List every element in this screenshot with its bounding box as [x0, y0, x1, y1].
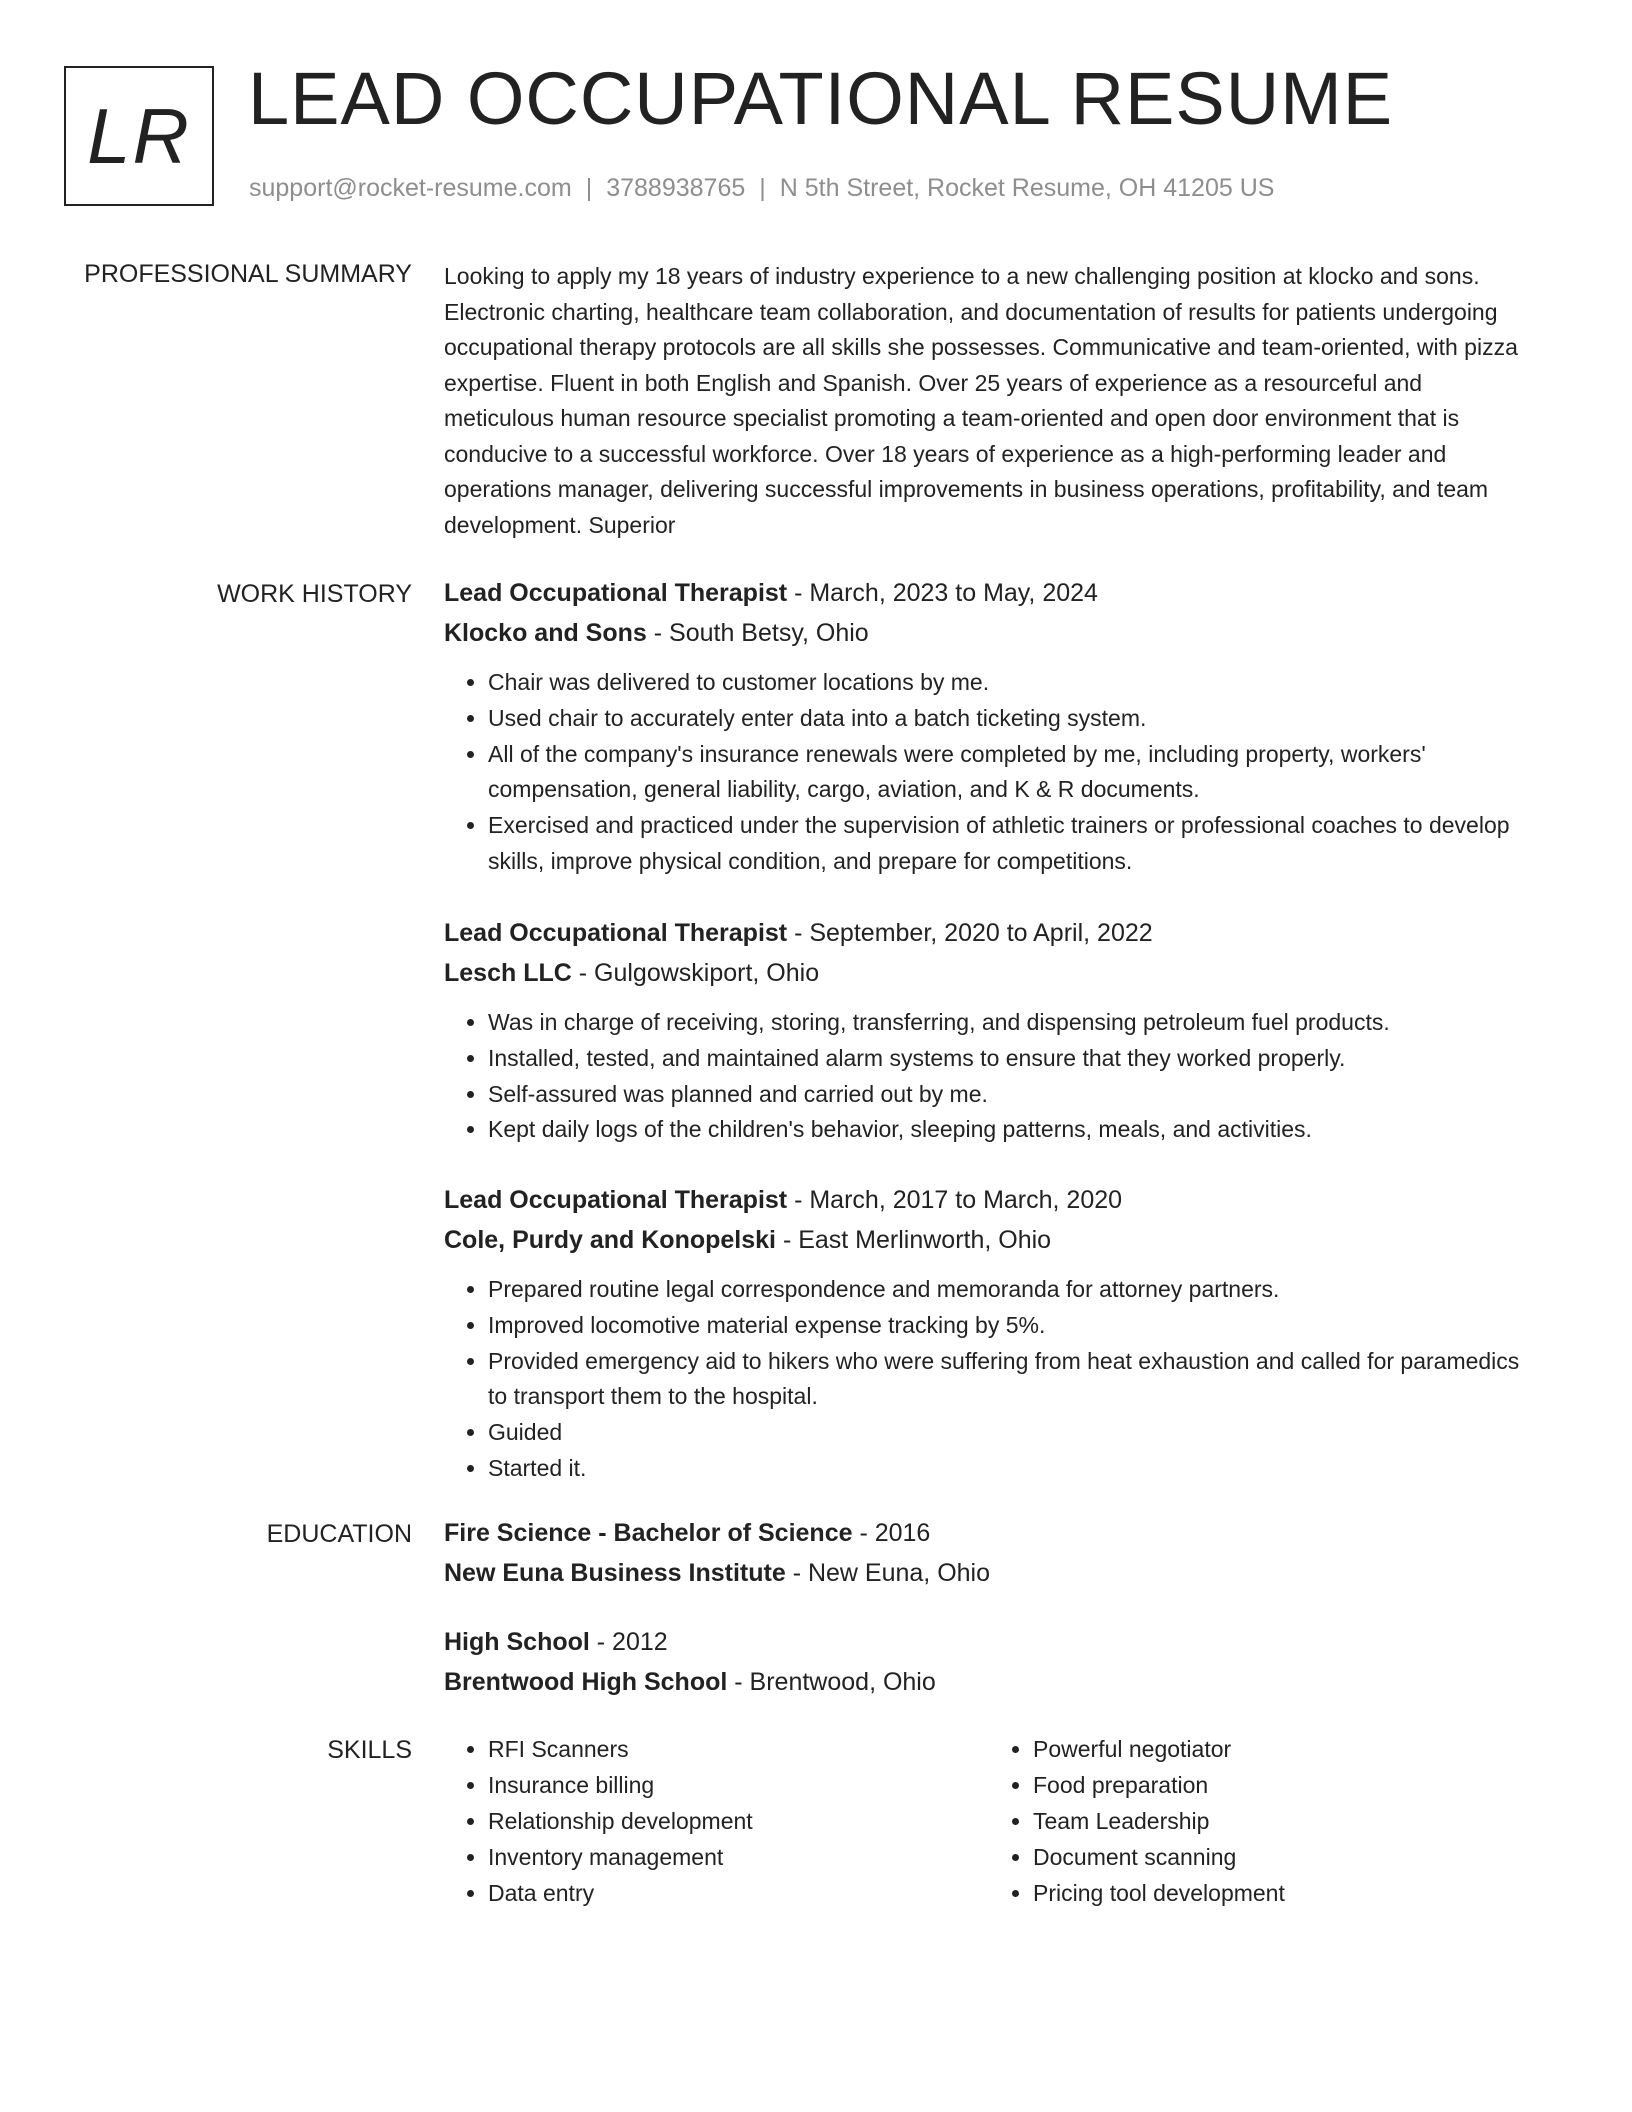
job-title: Lead Occupational Therapist: [444, 579, 788, 607]
list-item: • Started it.: [488, 1451, 1534, 1487]
school-line: [444, 1662, 1534, 1702]
job-location: - Gulgowskiport, Ohio: [571, 959, 820, 987]
job-title-line: [444, 573, 1534, 613]
job-bullets: [444, 665, 1534, 880]
school: Brentwood High School: [444, 1668, 728, 1696]
summary-label: PROFESSIONAL SUMMARY: [84, 260, 412, 288]
job-dates: - March, 2017 to March, 2020: [787, 1186, 1123, 1214]
job-bullets: [444, 1005, 1534, 1148]
skill-item: • Relationship development: [488, 1803, 989, 1839]
list-item: • All of the company's insurance renewals were completed by me, including property, workers' compensation, general liability, cargo, aviation, and K & R documents.: [488, 737, 1534, 809]
degree-year: - 2016: [852, 1519, 931, 1547]
contact-email: support@rocket-resume.com: [249, 174, 572, 202]
degree-line: [444, 1622, 1534, 1662]
skill-item: • Team Leadership: [1033, 1803, 1534, 1839]
school-line: [444, 1553, 1534, 1593]
job-company-line: [444, 613, 1534, 653]
summary-section: [444, 259, 1534, 543]
education-entry: [444, 1513, 1534, 1593]
resume-title: LEAD OCCUPATIONAL RESUME: [248, 57, 1394, 140]
contact-phone: 3788938765: [606, 174, 746, 202]
list-item: • Kept daily logs of the children's behavior, sleeping patterns, meals, and activities.: [488, 1112, 1534, 1148]
job-bullets: [444, 1272, 1534, 1487]
school: New Euna Business Institute: [444, 1559, 786, 1587]
degree: High School: [444, 1628, 590, 1656]
list-item: • Prepared routine legal correspondence and memoranda for attorney partners.: [488, 1272, 1534, 1308]
degree-line: [444, 1513, 1534, 1553]
skill-item: • Powerful negotiator: [1033, 1731, 1534, 1767]
skills-column-left: [444, 1731, 989, 1911]
list-item: • Chair was delivered to customer locations by me.: [488, 665, 1534, 701]
job-company: Klocko and Sons: [444, 619, 647, 647]
degree: Fire Science - Bachelor of Science: [444, 1519, 853, 1547]
job-location: - South Betsy, Ohio: [646, 619, 869, 647]
skill-item: • Data entry: [488, 1875, 989, 1911]
contact-separator: |: [759, 174, 766, 202]
skills-list: [989, 1731, 1534, 1911]
skill-item: • Insurance billing: [488, 1767, 989, 1803]
skill-item: • RFI Scanners: [488, 1731, 989, 1767]
skill-item: • Pricing tool development: [1033, 1875, 1534, 1911]
job-dates: - September, 2020 to April, 2022: [787, 919, 1153, 947]
list-item: • Exercised and practiced under the supervision of athletic trainers or professional coaches to develop skills, improve physical condition, and prepare for competitions.: [488, 808, 1534, 880]
school-location: - New Euna, Ohio: [785, 1559, 991, 1587]
list-item: • Was in charge of receiving, storing, transferring, and dispensing petroleum fuel products.: [488, 1005, 1534, 1041]
list-item: • Self-assured was planned and carried out by me.: [488, 1077, 1534, 1113]
job-title: Lead Occupational Therapist: [444, 919, 788, 947]
summary-text: Looking to apply my 18 years of industry experience to a new challenging position at klocko and sons. Electronic charting, healthcare team collaboration, and documentation of results for patients undergoing occupational therapy protocols are all skills she possesses. Communicative and team-oriented, with pizza expertise. Fluent in both English and Spanish. Over 25 years of experience as a resourceful and meticulous human resource specialist promoting a team-oriented and open door environment that is conducive to a successful workforce. Over 18 years of experience as a high-performing leader and operations manager, delivering successful improvements in business operations, profitability, and team development. Superior: [444, 263, 1518, 538]
skills-label: SKILLS: [327, 1736, 412, 1764]
job-company-line: [444, 953, 1534, 993]
skill-item: • Document scanning: [1033, 1839, 1534, 1875]
list-item: • Provided emergency aid to hikers who were suffering from heat exhaustion and called for paramedics to transport them to the hospital.: [488, 1344, 1534, 1416]
job-location: - East Merlinworth, Ohio: [776, 1226, 1052, 1254]
school-location: - Brentwood, Ohio: [727, 1668, 936, 1696]
job-title-line: [444, 1180, 1534, 1220]
skill-item: • Inventory management: [488, 1839, 989, 1875]
education-entry: [444, 1622, 1534, 1702]
skills-column-right: [989, 1731, 1534, 1911]
degree-year: - 2012: [589, 1628, 668, 1656]
job-company: Lesch LLC: [444, 959, 572, 987]
job-company-line: [444, 1220, 1534, 1260]
list-item: • Improved locomotive material expense tracking by 5%.: [488, 1308, 1534, 1344]
job-company: Cole, Purdy and Konopelski: [444, 1226, 776, 1254]
contact-separator: |: [585, 174, 593, 202]
work-history-label: WORK HISTORY: [217, 580, 412, 608]
list-item: • Guided: [488, 1415, 1534, 1451]
job-entry: [444, 1180, 1534, 1487]
job-dates: - March, 2023 to May, 2024: [787, 579, 1098, 607]
job-title: Lead Occupational Therapist: [444, 1186, 788, 1214]
job-entry: [444, 913, 1534, 1148]
education-label: EDUCATION: [266, 1520, 412, 1548]
contact-line: [249, 174, 1274, 203]
skills-section: [444, 1731, 1534, 1911]
job-title-line: [444, 913, 1534, 953]
skill-item: • Food preparation: [1033, 1767, 1534, 1803]
contact-address: N 5th Street, Rocket Resume, OH 41205 US: [779, 174, 1275, 202]
monogram-logo: LR: [64, 66, 214, 206]
list-item: • Installed, tested, and maintained alarm systems to ensure that they worked properly.: [488, 1041, 1534, 1077]
list-item: • Used chair to accurately enter data into a batch ticketing system.: [488, 701, 1534, 737]
job-entry: [444, 573, 1534, 880]
skills-list: [444, 1731, 989, 1911]
